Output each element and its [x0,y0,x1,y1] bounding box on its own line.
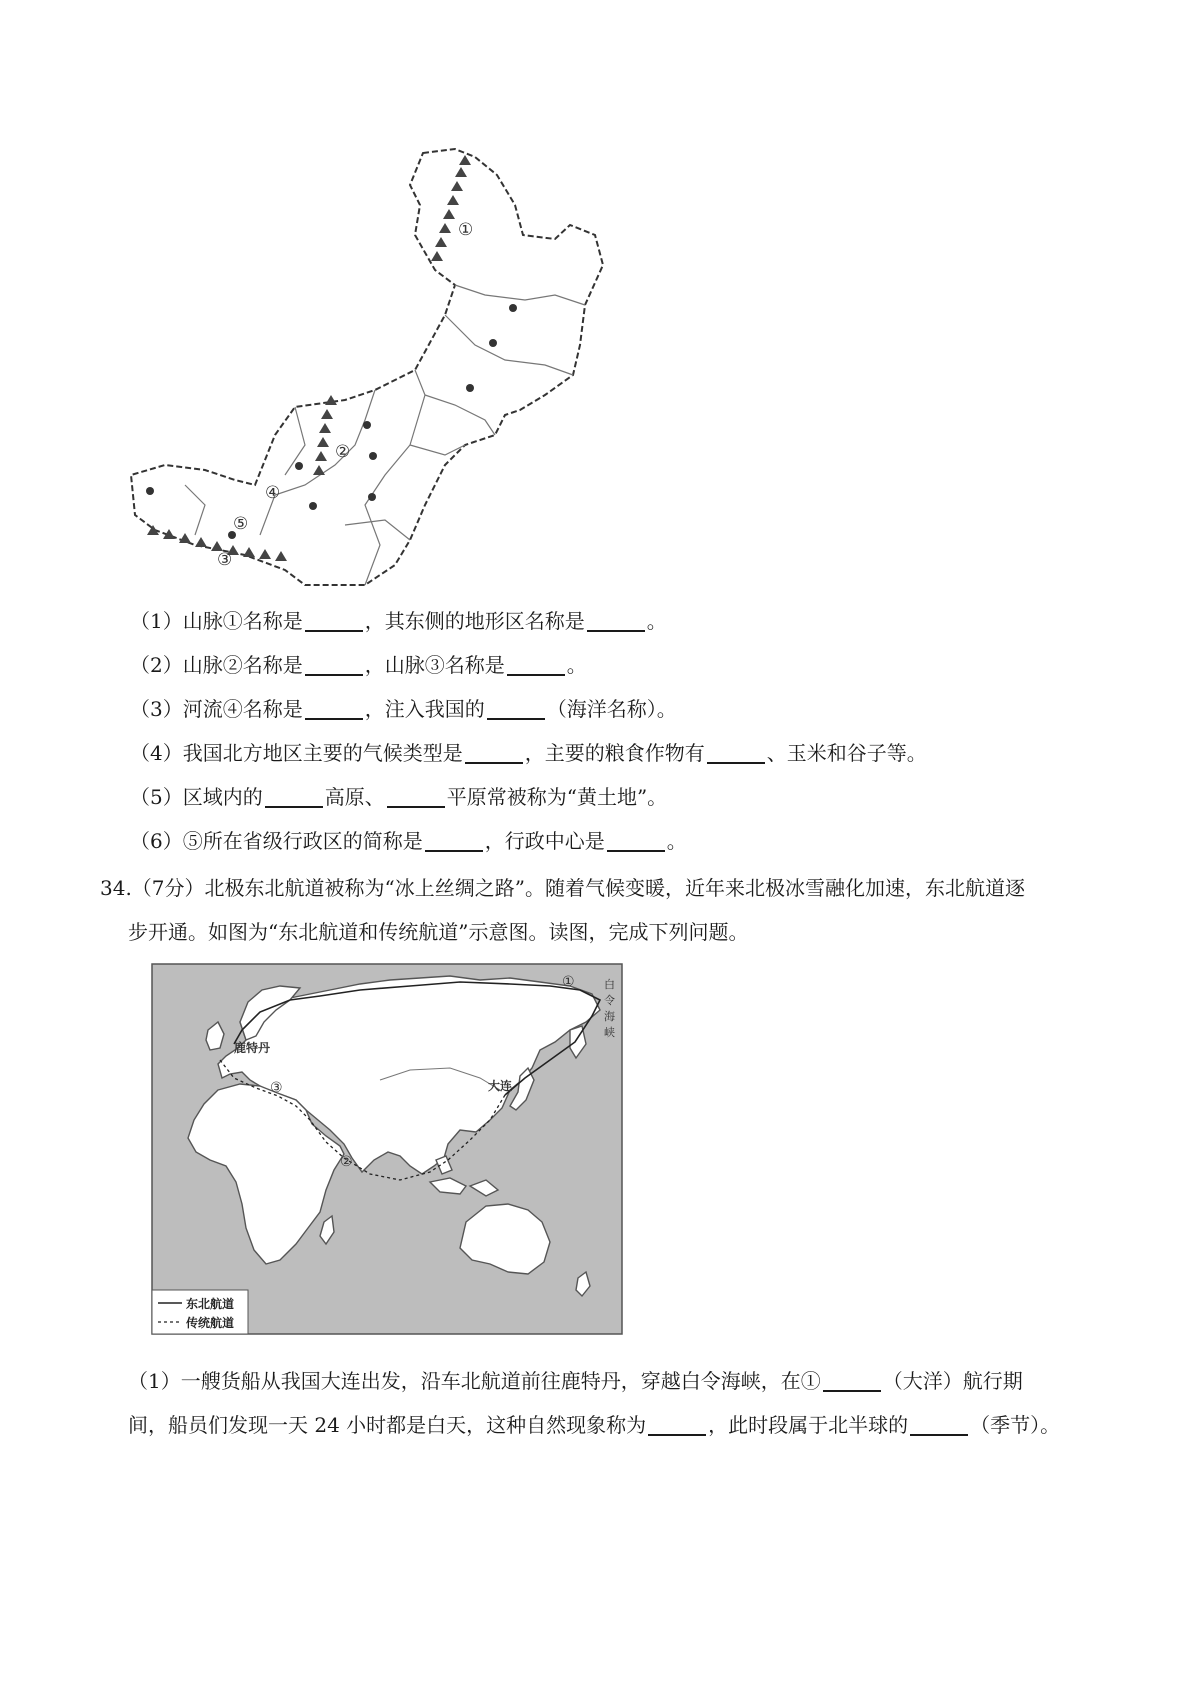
label-bering-2: 令 [604,994,615,1007]
label-dalian: 大连 [488,1079,513,1093]
q34-1-l2-mid: ，此时段属于北半球的 [708,1413,909,1437]
q34-1-l2-post: （季节）。 [970,1413,1061,1437]
legend-northeast-route: 东北航道 [186,1297,235,1311]
q33-3-post: （海洋名称）。 [546,697,677,721]
q33-6-pre: （6）⑤所在省级行政区的简称是 [130,829,423,853]
answer-blank[interactable] [823,1370,881,1392]
answer-blank[interactable] [387,786,445,808]
q33-6-mid: ，行政中心是 [484,829,605,853]
q33-4-pre: （4）我国北方地区主要的气候类型是 [130,741,463,765]
q33-1-pre: （1）山脉①名称是 [130,609,303,633]
q33-item-2 [130,650,587,680]
q33-item-4 [130,738,927,768]
label-bering-1: 白 [604,978,615,991]
label-ocean-1: ① [562,974,575,990]
legend-traditional-route: 传统航道 [186,1316,235,1330]
label-bering-4: 峡 [604,1026,615,1039]
label-mountain-3: ③ [217,550,233,570]
q34-stem-line-1: 34.（7分）北极东北航道被称为“冰上丝绸之路”。随着气候变暖，近年来北极冰雪融化加速，东北航道逐 [100,876,1025,900]
q34-1-l2-pre: 间，船员们发现一天 24 小时都是白天，这种自然现象称为 [128,1413,647,1437]
answer-blank[interactable] [487,698,545,720]
answer-blank[interactable] [707,742,765,764]
q34-1-line-1 [128,1366,1023,1396]
q33-3-pre: （3）河流④名称是 [130,697,303,721]
label-route-3: ③ [270,1080,283,1096]
answer-blank[interactable] [305,698,363,720]
q33-item-3 [130,694,677,724]
label-bering-3: 海 [604,1010,615,1023]
q33-5-mid: 高原、 [324,785,385,809]
q33-2-post: 。 [566,653,587,677]
answer-blank[interactable] [507,654,565,676]
q34-1-line-2 [128,1410,1060,1440]
map-legend [152,1290,248,1334]
answer-blank[interactable] [465,742,523,764]
answer-blank[interactable] [305,610,363,632]
q33-2-mid: ，山脉③名称是 [364,653,505,677]
label-province-5: ⑤ [233,514,249,534]
label-mountain-1: ① [458,220,474,240]
answer-blank[interactable] [587,610,645,632]
answer-blank[interactable] [648,1414,706,1436]
label-route-2: ② [340,1154,353,1170]
q33-5-pre: （5）区域内的 [130,785,263,809]
q34-1-l1-post: （大洋）航行期 [882,1369,1023,1393]
q33-4-mid: ，主要的粮食作物有 [524,741,705,765]
answer-blank[interactable] [910,1414,968,1436]
shipping-routes-map [130,960,625,1335]
answer-blank[interactable] [305,654,363,676]
label-river-4: ④ [265,483,281,503]
northern-china-map [125,145,635,595]
q33-item-1 [130,606,667,636]
q33-5-post: 平原常被称为“黄土地”。 [446,785,668,809]
q33-1-post: 。 [646,609,667,633]
answer-blank[interactable] [425,830,483,852]
q33-2-pre: （2）山脉②名称是 [130,653,303,677]
q34-stem-line-2: 步开通。如图为“东北航道和传统航道”示意图。读图，完成下列问题。 [128,920,749,944]
q33-item-6 [130,826,687,856]
q33-item-5 [130,782,667,812]
answer-blank[interactable] [607,830,665,852]
q33-1-mid: ，其东侧的地形区名称是 [364,609,585,633]
answer-blank[interactable] [265,786,323,808]
q33-4-post: 、玉米和谷子等。 [766,741,927,765]
label-mountain-2: ② [335,442,351,462]
q34-1-l1-pre: （1）一艘货船从我国大连出发，沿车北航道前往鹿特丹，穿越白令海峡，在① [128,1369,821,1393]
region-outline [131,149,603,585]
q33-3-mid: ，注入我国的 [364,697,485,721]
q33-6-post: 。 [666,829,687,853]
label-rotterdam: 鹿特丹 [234,1041,271,1055]
